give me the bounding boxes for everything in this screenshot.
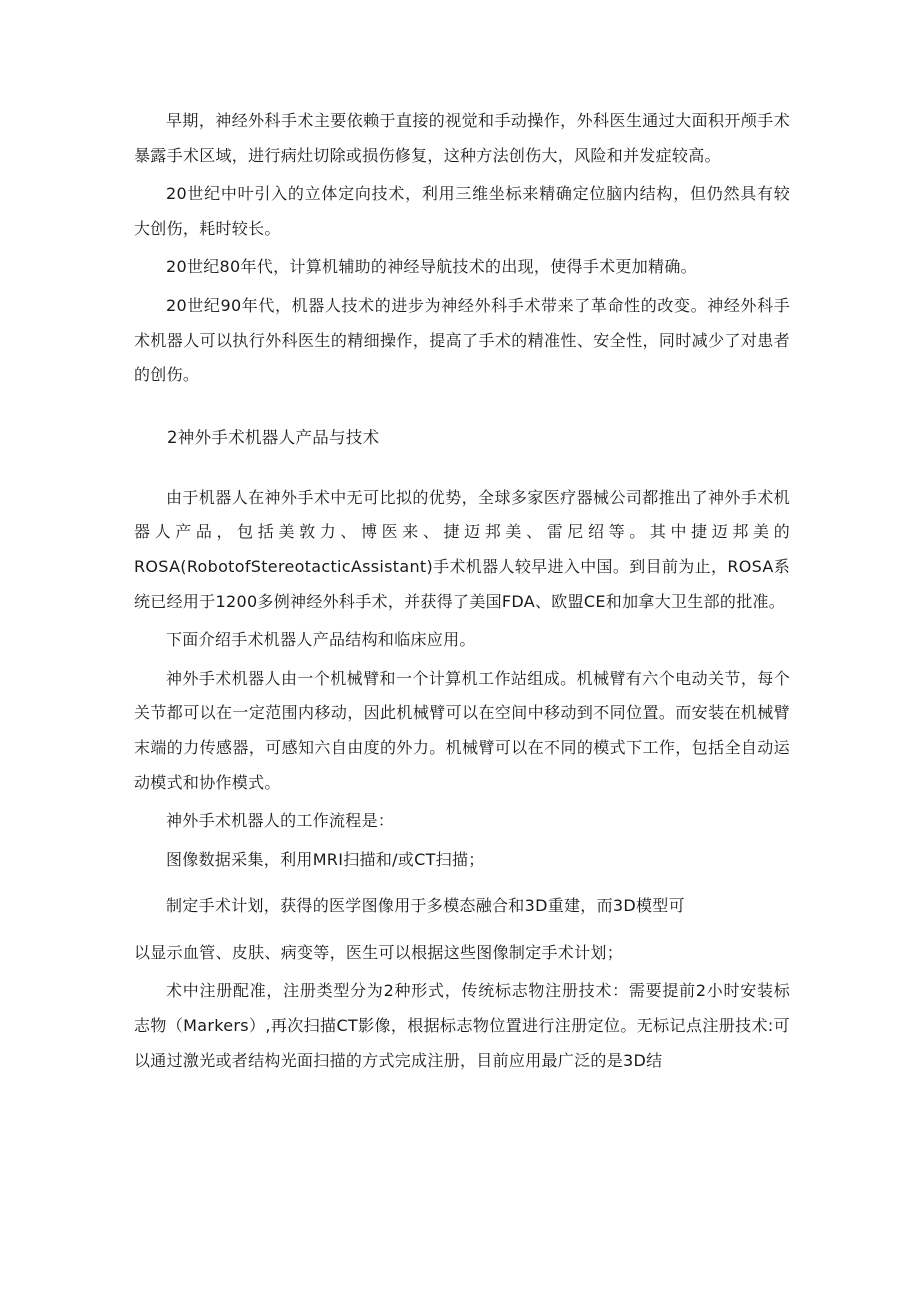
paragraph-stereotactic: 20世纪中叶引入的立体定向技术，利用三维坐标来精确定位脑内结构，但仍然具有较大创伤，耗时较长。 [134,184,790,238]
paragraph-intro-structure: 下面介绍手术机器人产品结构和临床应用。 [166,630,476,650]
paragraph-products: 由于机器人在神外手术中无可比拟的优势，全球多家医疗器械公司都推出了神外手术机器人产品，包括美敦力、博医来、捷迈邦美、雷尼绍等。其中捷迈邦美的ROSA(RobotofStereotacticAssistant)手术机器人较早进入中国。到目前为止，ROSA系统已经用于1200多例神经外科手术，并获得了美国FDA、欧盟CE和加拿大卫生部的批准。 [134,487,790,611]
paragraph-surgical-plan-line-1: 制定手术计划，获得的医学图像用于多模态融合和3D重建，而3D模型可 [166,896,685,916]
document-body [134,104,790,1078]
paragraph-surgical-plan-line-2: 以显示血管、皮肤、病变等，医生可以根据这些图像制定手术计划； [134,942,624,962]
paragraph-early-surgery: 早期，神经外科手术主要依赖于直接的视觉和手动操作，外科医生通过大面积开颅手术暴露手术区域，进行病灶切除或损伤修复，这种方法创伤大，风险和并发症较高。 [134,111,790,165]
paragraph-robotics: 20世纪90年代，机器人技术的进步为神经外科手术带来了革命性的改变。神经外科手术机器人可以执行外科医生的精细操作，提高了手术的精准性、安全性，同时减少了对患者的创伤。 [134,295,790,385]
paragraph-navigation: 20世纪80年代，计算机辅助的神经导航技术的出现，使得手术更加精确。 [166,257,697,277]
paragraph-image-acquisition: 图像数据采集，利用MRI扫描和/或CT扫描； [166,849,485,869]
paragraph-workflow-intro: 神外手术机器人的工作流程是： [166,811,395,831]
paragraph-registration: 术中注册配准，注册类型分为2种形式，传统标志物注册技术：需要提前2小时安装标志物（Markers）,再次扫描CT影像，根据标志物位置进行注册定位。无标记点注册技术:可以通过激光或者结构光面扫描的方式完成注册，目前应用最广泛的是3D结 [134,981,790,1070]
section-heading: 2神外手术机器人产品与技术 [167,427,380,447]
paragraph-robot-structure: 神外手术机器人由一个机械臂和一个计算机工作站组成。机械臂有六个电动关节，每个关节都可以在一定范围内移动，因此机械臂可以在空间中移动到不同位置。而安装在机械臂末端的力传感器，可感知六自由度的外力。机械臂可以在不同的模式下工作，包括全自动运动模式和协作模式。 [134,668,790,792]
